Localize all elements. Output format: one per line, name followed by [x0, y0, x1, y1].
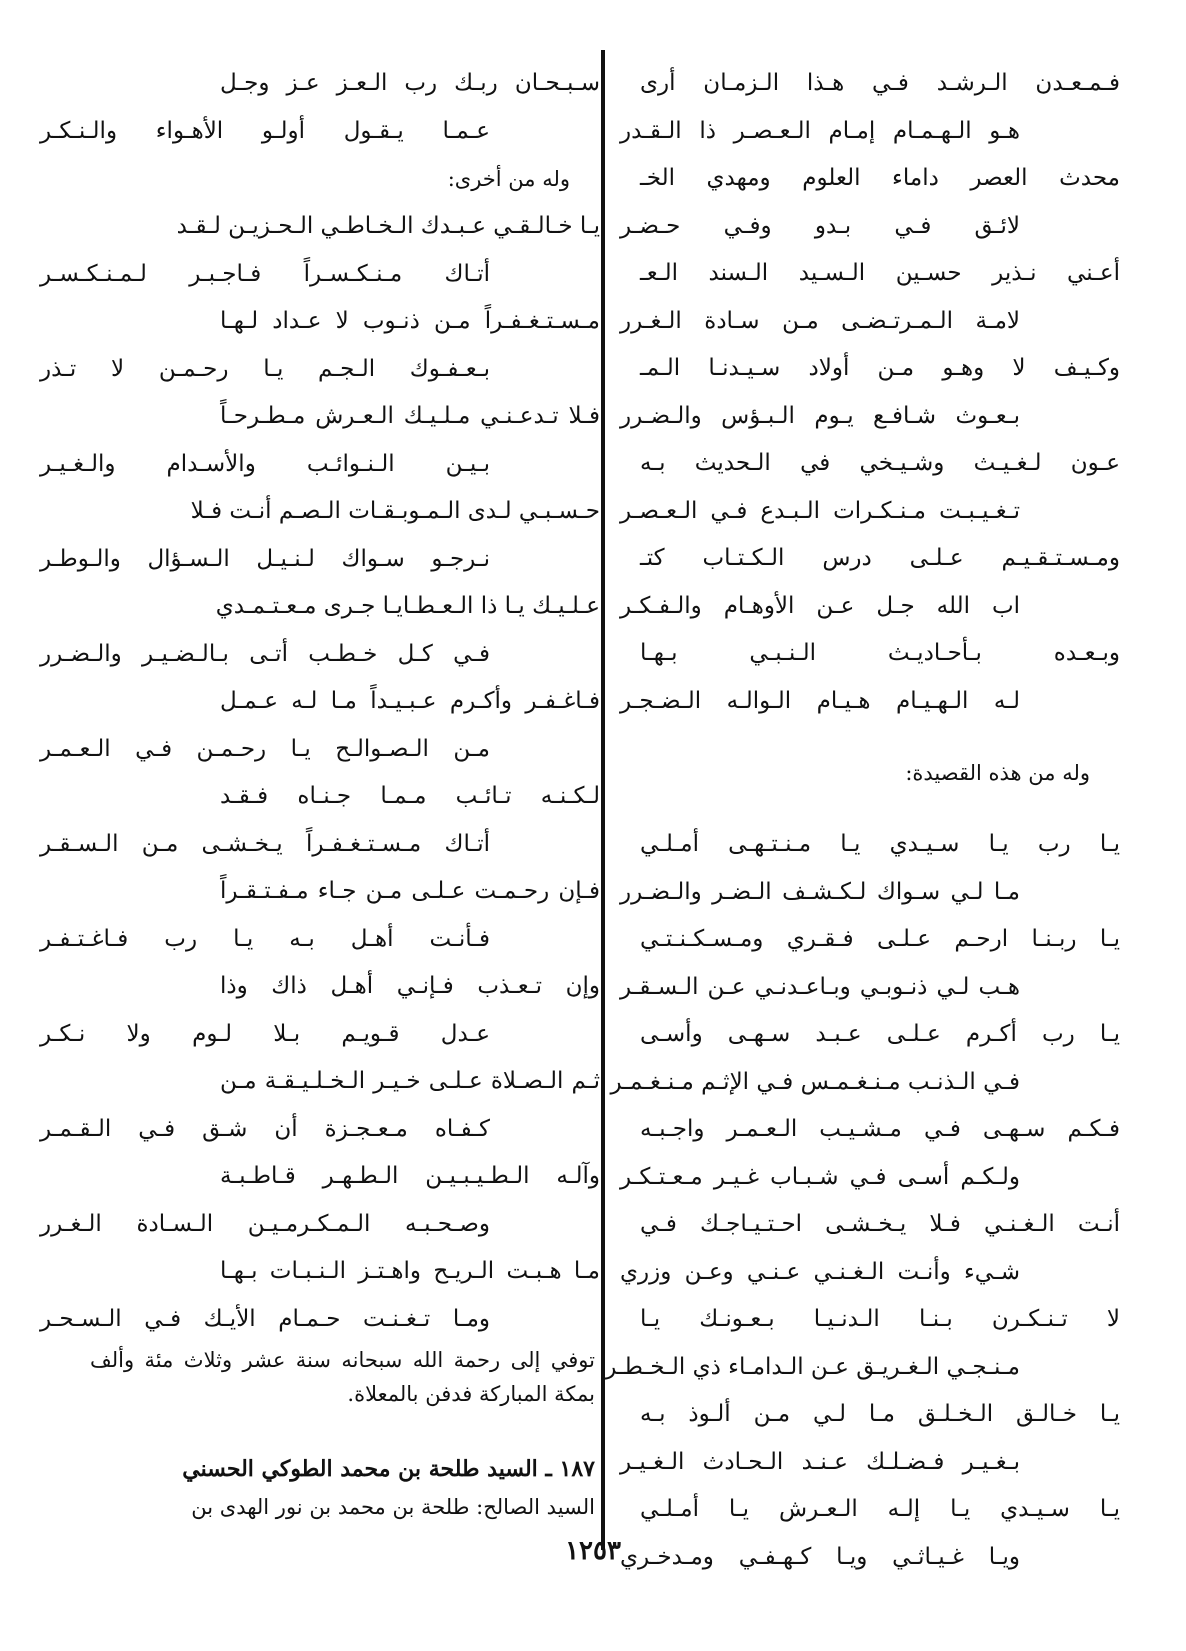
verse-line — [80, 583, 600, 631]
verse-line — [80, 963, 600, 1011]
hemistich-first: يـا رب أكـرم عـلـى عـبـد سـهـى وأسـى — [640, 1021, 1120, 1047]
verse-line — [40, 1106, 600, 1154]
verse-line — [80, 678, 600, 726]
verse-line — [40, 916, 600, 964]
verse-line — [620, 916, 1120, 964]
verse-line — [610, 1059, 1120, 1107]
hemistich-second: لـه الـهـيـام هـيـام الـوالـه الـضـجـر — [620, 687, 1020, 714]
hemistich-first: محدث العصر داماء العلوم ومهدي الخـ — [640, 165, 1120, 191]
hemistich-first: فـكـم سـهـى فـي مـشـيـب الـعـمـر واجـبـه — [640, 1116, 1120, 1142]
verse-line — [40, 726, 600, 774]
hemistich-second: هـو الـهـمـام إمـام الـعـصـر ذا الـقـدر — [620, 117, 1020, 144]
verse-line — [620, 1296, 1120, 1344]
verse-line — [40, 346, 600, 394]
left-column — [40, 60, 600, 1525]
verse-line — [620, 678, 1120, 726]
verse-line — [40, 536, 600, 584]
verse-line — [40, 821, 600, 869]
death-note: توفي إلى رحمة الله سبحانه سنة عشر وثلاث مئة وألف بمكة المباركة فدفن بالمعلاة. — [90, 1348, 595, 1406]
hemistich-first: وبـعـده بـأحـاديـث الـنـبـي بـهـا — [640, 640, 1120, 666]
spacer — [620, 797, 1120, 821]
hemistich-first: فـاغـفـر وأكـرم عـبـيـداً مـا لـه عـمـل — [220, 688, 600, 714]
verse-line — [620, 869, 1120, 917]
verse-line — [620, 1534, 1120, 1582]
section-heading: وله من هذه القصيدة: — [905, 761, 1090, 785]
right-column — [605, 60, 1120, 1581]
column-divider — [601, 50, 605, 1550]
verse-line — [620, 1201, 1120, 1249]
verse-line — [620, 583, 1120, 631]
verse-line — [80, 868, 600, 916]
verse-line — [40, 441, 600, 489]
hemistich-first: سـبـحـان ربـك رب الـعـز عـز وجـل — [220, 70, 600, 96]
hemistich-first: وإن تـعـذب فـإنـي أهـل ذاك وذا — [220, 973, 600, 999]
verse-line — [80, 488, 600, 536]
hemistich-second: فـي الـذنـب مـنـغـمـس فـي الإثـم مـنـغـمـر — [610, 1068, 1020, 1095]
hemistich-first: وكـيـف لا وهـو مـن أولاد سـيـدنـا الـمـ — [640, 355, 1120, 381]
hemistich-first: يـا خـالـق الـخـلـق مـا لـي مـن ألـوذ بـه — [640, 1401, 1120, 1427]
hemistich-second: ولـكـم أسـى فـي شـبـاب غـيـر مـعـتـكـر — [620, 1163, 1020, 1190]
hemistich-second: أتـاك مـسـتـغـفـراً يـخـشـى مـن الـسـقـر — [40, 830, 490, 857]
hemistich-first: يـا خـالـقـي عـبـدك الـخـاطـي الـحـزيـن لـقـد — [176, 213, 600, 239]
hemistich-second: عـمـا يـقـول أولـو الأهـواء والـنـكـر — [40, 117, 490, 144]
hemistich-second: لائـق فـي بـدو وفـي حـضـر — [620, 212, 1020, 239]
hemistich-second: وصـحـبـه الـمـكـرمـيـن الـسـادة الـغـرر — [40, 1210, 490, 1237]
verse-line — [620, 535, 1120, 583]
hemistich-second: بـيـن الـنـوائـب والأسـدام والـغـيـر — [40, 450, 490, 477]
verse-line — [605, 1344, 1120, 1392]
verse-line — [80, 393, 600, 441]
verse-line — [620, 1486, 1120, 1534]
hemistich-first: فـمـعـدن الـرشـد فـي هـذا الـزمـان أرى — [640, 70, 1120, 96]
hemistich-second: بـعـفـوك الـجـم يـا رحـمـن لا تـذر — [40, 355, 490, 382]
verse-line — [620, 60, 1120, 108]
hemistich-first: فـإن رحـمـت عـلـى مـن جـاء مـفـتـقـراً — [220, 878, 600, 904]
hemistich-second: ويـا غـيـاثـي ويـا كـهـفـي ومـدخـري — [620, 1543, 1020, 1570]
hemistich-second: نـرجـو سـواك لـنـيـل الـسـؤال والـوطـر — [40, 545, 490, 572]
verse-line — [620, 1011, 1120, 1059]
verse-line — [40, 1201, 600, 1249]
hemistich-second: تـغـيـبـت مـنـكـرات الـبـدع فـي الـعـصـر — [620, 497, 1020, 524]
hemistich-first: عـون لـغـيـث وشـيـخي في الـحديث بـه — [640, 450, 1120, 476]
verse-line — [620, 155, 1120, 203]
biography-text: السيد الصالح: طلحة بن محمد بن نور الهدى بن — [191, 1495, 595, 1519]
hemistich-first: ثـم الـصـلاة عـلـى خـيـر الـخـلـيـقـة مـن — [220, 1068, 600, 1094]
verse-line — [80, 1058, 600, 1106]
hemistich-second: ومـا تـغـنـت حـمـام الأيـك فـي الـسـحـر — [40, 1305, 490, 1332]
verse-line — [620, 203, 1120, 251]
verse-line — [620, 1439, 1120, 1487]
verse-line — [620, 440, 1120, 488]
verse-line — [620, 298, 1120, 346]
verse-line — [80, 60, 600, 108]
verse-line — [620, 1249, 1120, 1297]
hemistich-second: أتـاك مـنـكـسـراً فـاجـبـر لـمـنـكـسـر — [40, 260, 490, 287]
hemistich-second: مـن الـصـوالـح يـا رحـمـن فـي الـعـمـر — [40, 735, 490, 762]
hemistich-second: شـيء وأنـت الـغـنـي عـنـي وعـن وزري — [620, 1258, 1020, 1285]
hemistich-first: ومـسـتـقـيـم عـلـى درس الـكـتـاب كتـ — [640, 545, 1120, 571]
hemistich-first: مـا هـبـت الـريـح واهـتـز الـنـبـات بـهـا — [220, 1258, 600, 1284]
verse-line — [80, 298, 600, 346]
verse-line — [620, 630, 1120, 678]
verse-line — [40, 1011, 600, 1059]
verse-line — [620, 1154, 1120, 1202]
hemistich-second: فـأنـت أهـل بـه يـا رب فـاغـتـفـر — [40, 925, 490, 952]
verse-line — [80, 203, 600, 251]
hemistich-first: يـا ربـنـا ارحـم عـلـى فـقـري ومـسـكـنـتـي — [640, 926, 1120, 952]
hemistich-first: فـلا تـدعـنـي مـلـيـك الـعـرش مـطـرحـاً — [220, 403, 600, 429]
verse-line — [40, 631, 600, 679]
verse-line — [620, 1106, 1120, 1154]
page-number: ١٢٥٣ — [565, 1536, 621, 1566]
verse-line — [40, 1296, 600, 1344]
hemistich-second: لامـة الـمـرتـضـى مـن سـادة الـغـرر — [620, 307, 1020, 334]
verse-line — [40, 251, 600, 299]
hemistich-first: حـسـبـي لـدى الـمـوبـقـات الـصـم أنـت فـلا — [190, 498, 600, 524]
hemistich-second: مـا لـي سـواك لـكـشـف الـضـر والـضـرر — [620, 878, 1020, 905]
verse-line — [620, 488, 1120, 536]
verse-line — [80, 1153, 600, 1201]
verse-line — [620, 108, 1120, 156]
hemistich-first: وآلـه الـطـيـبـيـن الـطـهـر قـاطـبـة — [220, 1163, 600, 1189]
hemistich-first: مـسـتـغـفـراً مـن ذنـوب لا عـداد لـهـا — [220, 308, 600, 334]
verse-line — [620, 964, 1120, 1012]
verse-line — [620, 821, 1120, 869]
verse-line — [620, 1391, 1120, 1439]
hemistich-first: أنـت الـغـنـي فـلا يـخـشـى احـتـيـاجـك فـي — [640, 1211, 1120, 1237]
hemistich-first: لا تـنـكـرن بـنـا الـدنـيـا بـعـونـك يـا — [640, 1306, 1120, 1332]
verse-line — [40, 108, 600, 156]
verse-line — [620, 345, 1120, 393]
spacer — [620, 725, 1120, 749]
hemistich-second: اب الله جـل عـن الأوهـام والـفـكـر — [620, 592, 1020, 619]
hemistich-second: هـب لـي ذنـوبـي وبـاعـدنـي عـن الـسـقـر — [620, 973, 1020, 1000]
hemistich-second: عـدل قـويـم بـلا لـوم ولا نـكـر — [40, 1020, 490, 1047]
hemistich-first: عـلـيـك يـا ذا الـعـطـايـا جـرى مـعـتـمـدي — [215, 593, 600, 619]
verse-line — [80, 1248, 600, 1296]
hemistich-second: بـغـيـر فـضـلـك عـنـد الـحـادث الـغـيـر — [620, 1448, 1020, 1475]
biography-heading: ١٨٧ ـ السيد طلحة بن محمد الطوكي الحسني — [182, 1456, 595, 1482]
verse-line — [620, 250, 1120, 298]
section-heading: وله من أخرى: — [447, 167, 570, 191]
verse-line — [620, 393, 1120, 441]
hemistich-second: فـي كـل خـطـب أتـى بـالـضـيـر والـضـرر — [40, 640, 490, 667]
hemistich-first: لـكـنـه تـائـب مـمـا جـنـاه فـقـد — [220, 783, 600, 809]
hemistich-second: مـنـجـي الـغـريـق عـن الـدامـاء ذي الـخـطـر — [605, 1353, 1020, 1380]
hemistich-first: يـا سـيـدي يـا إلـه الـعـرش يـا أمـلـي — [640, 1496, 1120, 1522]
verse-line — [80, 773, 600, 821]
hemistich-second: بـعـوث شـافـع يـوم الـبـؤس والـضـرر — [620, 402, 1020, 429]
hemistich-first: أعـني نـذير حسـين الـسـيد الـسند الـعـ — [640, 260, 1120, 286]
hemistich-first: يـا رب يـا سـيـدي يـا مـنـتـهـى أمـلـي — [640, 831, 1120, 857]
hemistich-second: كـفـاه مـعـجـزة أن شـق فـي الـقـمـر — [40, 1115, 490, 1142]
